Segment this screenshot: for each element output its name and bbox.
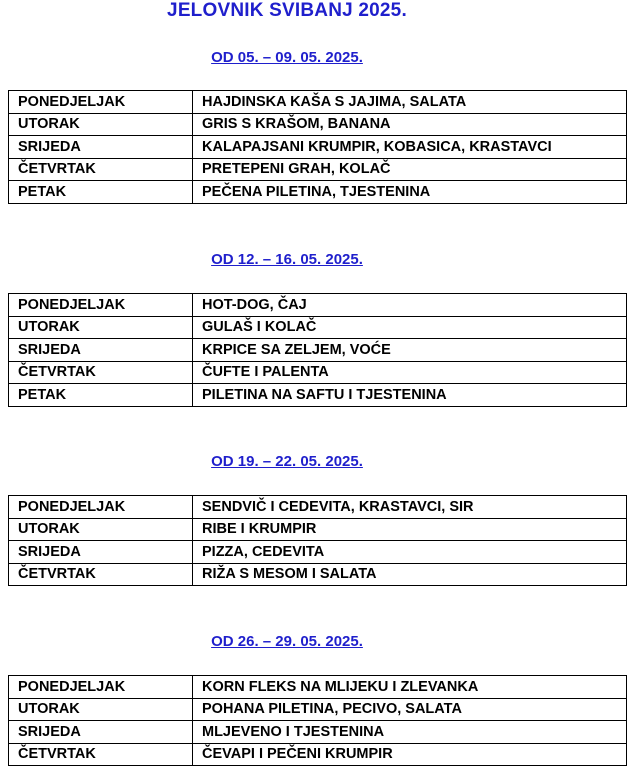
meal-cell: KALAPAJSANI KRUMPIR, KOBASICA, KRASTAVCI xyxy=(193,136,627,159)
day-cell: PONEDJELJAK xyxy=(9,294,193,317)
page-title: JELOVNIK SVIBANJ 2025. xyxy=(167,0,407,21)
week-heading-1: OD 05. – 09. 05. 2025. xyxy=(211,49,363,66)
meal-cell: HAJDINSKA KAŠA S JAJIMA, SALATA xyxy=(193,91,627,114)
day-cell: PETAK xyxy=(9,384,193,407)
table-row xyxy=(9,698,627,721)
menu-table-week-4 xyxy=(8,675,627,766)
table-row xyxy=(9,541,627,564)
table-row xyxy=(9,339,627,362)
week-heading-3: OD 19. – 22. 05. 2025. xyxy=(211,453,363,470)
meal-cell: PIZZA, CEDEVITA xyxy=(193,541,627,564)
meal-cell: RIBE I KRUMPIR xyxy=(193,518,627,541)
meal-cell: ČEVAPI I PEČENI KRUMPIR xyxy=(193,743,627,766)
day-cell: ČETVRTAK xyxy=(9,563,193,586)
day-cell: SRIJEDA xyxy=(9,721,193,744)
meal-cell: KORN FLEKS NA MLIJEKU I ZLEVANKA xyxy=(193,676,627,699)
table-row xyxy=(9,294,627,317)
table-row xyxy=(9,721,627,744)
meal-cell: ČUFTE I PALENTA xyxy=(193,361,627,384)
day-cell: PONEDJELJAK xyxy=(9,676,193,699)
meal-cell: HOT-DOG, ČAJ xyxy=(193,294,627,317)
meal-cell: GRIS S KRAŠOM, BANANA xyxy=(193,113,627,136)
day-cell: PETAK xyxy=(9,181,193,204)
table-row xyxy=(9,136,627,159)
day-cell: SRIJEDA xyxy=(9,136,193,159)
meal-cell: PRETEPENI GRAH, KOLAČ xyxy=(193,158,627,181)
day-cell: PONEDJELJAK xyxy=(9,496,193,519)
day-cell: SRIJEDA xyxy=(9,339,193,362)
menu-table-week-1 xyxy=(8,90,627,204)
day-cell: ČETVRTAK xyxy=(9,361,193,384)
table-row xyxy=(9,91,627,114)
day-cell: PONEDJELJAK xyxy=(9,91,193,114)
table-row xyxy=(9,181,627,204)
meal-cell: SENDVIČ I CEDEVITA, KRASTAVCI, SIR xyxy=(193,496,627,519)
week-heading-2: OD 12. – 16. 05. 2025. xyxy=(211,251,363,268)
table-row xyxy=(9,361,627,384)
day-cell: UTORAK xyxy=(9,316,193,339)
menu-table-week-2 xyxy=(8,293,627,407)
meal-cell: KRPICE SA ZELJEM, VOĆE xyxy=(193,339,627,362)
table-row xyxy=(9,676,627,699)
week-heading-4: OD 26. – 29. 05. 2025. xyxy=(211,633,363,650)
table-row xyxy=(9,518,627,541)
meal-cell: MLJEVENO I TJESTENINA xyxy=(193,721,627,744)
table-row xyxy=(9,158,627,181)
meal-cell: RIŽA S MESOM I SALATA xyxy=(193,563,627,586)
menu-table-week-3 xyxy=(8,495,627,586)
table-row xyxy=(9,316,627,339)
table-row xyxy=(9,743,627,766)
day-cell: UTORAK xyxy=(9,113,193,136)
table-row xyxy=(9,563,627,586)
day-cell: UTORAK xyxy=(9,698,193,721)
meal-cell: PILETINA NA SAFTU I TJESTENINA xyxy=(193,384,627,407)
day-cell: ČETVRTAK xyxy=(9,743,193,766)
meal-cell: PEČENA PILETINA, TJESTENINA xyxy=(193,181,627,204)
meal-cell: GULAŠ I KOLAČ xyxy=(193,316,627,339)
table-row xyxy=(9,113,627,136)
day-cell: ČETVRTAK xyxy=(9,158,193,181)
table-row xyxy=(9,384,627,407)
table-row xyxy=(9,496,627,519)
day-cell: SRIJEDA xyxy=(9,541,193,564)
day-cell: UTORAK xyxy=(9,518,193,541)
meal-cell: POHANA PILETINA, PECIVO, SALATA xyxy=(193,698,627,721)
